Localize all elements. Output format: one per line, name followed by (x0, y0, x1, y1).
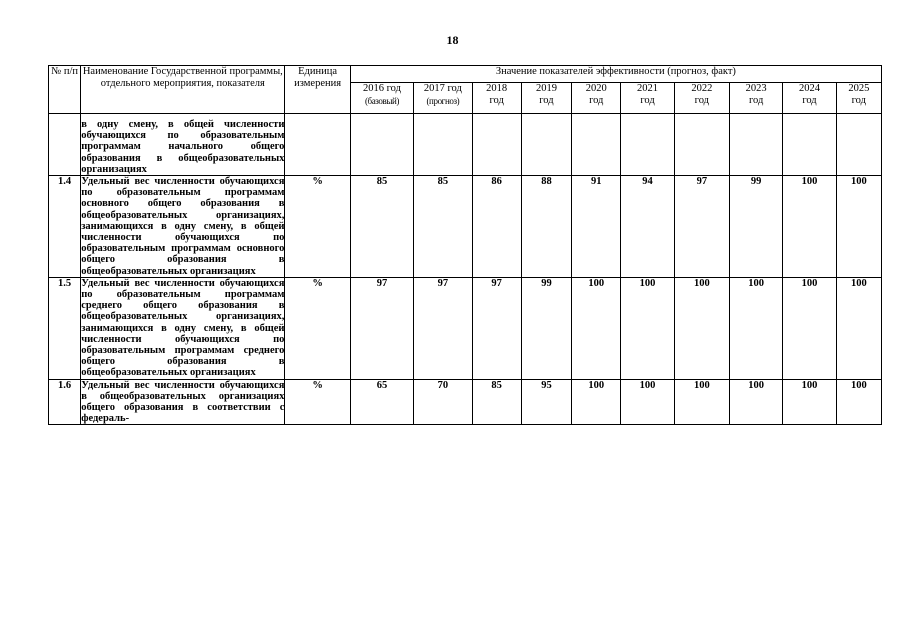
header-year (572, 83, 621, 114)
indicator-value: 100 (783, 379, 836, 425)
indicator-value: 97 (414, 277, 472, 379)
header-year-sub: год (589, 95, 604, 106)
indicator-value: 100 (836, 176, 881, 278)
indicator-unit: % (285, 379, 350, 425)
indicator-value: 99 (730, 176, 783, 278)
indicator-value (783, 114, 836, 176)
table-body (49, 114, 882, 425)
indicator-value: 100 (730, 277, 783, 379)
header-year (836, 83, 881, 114)
header-year-label: 2016 год (363, 83, 401, 94)
indicator-value: 100 (572, 277, 621, 379)
indicator-value: 100 (783, 176, 836, 278)
row-number (49, 114, 81, 176)
indicator-value: 100 (836, 379, 881, 425)
header-year-sub: год (802, 95, 817, 106)
header-values-group: Значение показателей эффективности (прогноз, факт) (350, 66, 881, 83)
header-year-sub: год (489, 95, 504, 106)
indicator-value: 85 (350, 176, 413, 278)
indicator-name: в одну смену, в общей численности обучающихся по образовательным программам начального общего образования в общеобразовательных организациях (81, 114, 285, 176)
header-year-sub: (базовый) (364, 96, 400, 106)
header-year-sub: год (539, 95, 554, 106)
header-year-label: 2022 (691, 83, 713, 94)
header-year (674, 83, 729, 114)
indicator-value: 100 (730, 379, 783, 425)
header-year-label: 2023 (745, 83, 767, 94)
indicator-value: 97 (472, 277, 521, 379)
header-year (350, 83, 413, 114)
indicator-value: 95 (521, 379, 571, 425)
header-year-sub: год (851, 95, 866, 106)
header-year-label: 2017 год (423, 83, 462, 94)
header-name: Наименование Государственной программы, отдельного мероприятия, показателя (81, 66, 285, 114)
header-year (472, 83, 521, 114)
indicator-value (621, 114, 674, 176)
indicator-value: 70 (414, 379, 472, 425)
header-year-sub: (прогноз) (426, 96, 460, 106)
indicator-value: 100 (783, 277, 836, 379)
indicator-unit: % (285, 176, 350, 278)
header-year-label: 2018 (486, 83, 508, 94)
indicator-value: 85 (414, 176, 472, 278)
indicator-value: 100 (572, 379, 621, 425)
indicator-value: 94 (621, 176, 674, 278)
header-year-sub: год (694, 95, 710, 106)
indicators-table (48, 65, 882, 425)
header-year-label: 2024 (798, 83, 820, 94)
header-num: № п/п (49, 66, 81, 114)
indicator-value: 88 (521, 176, 571, 278)
row-number: 1.6 (49, 379, 81, 425)
indicator-name: Удельный вес численности обучающихся по образовательным программам среднего общего образования в общеобразовательных организациях, занимающихся в одну смену, в общей численности обучающихся по образовательным программам среднего общего образования в общеобразовательных организациях (81, 277, 285, 379)
indicator-value: 86 (472, 176, 521, 278)
indicator-value: 65 (350, 379, 413, 425)
indicator-value (414, 114, 472, 176)
indicator-value (350, 114, 413, 176)
header-year-sub: год (749, 95, 764, 106)
indicator-name: Удельный вес численности обучающихся по образовательным программам основного общего образования в общеобразовательных организациях, занимающихся в одну смену, в общей численности обучающихся по образовательным программам основного общего образования в общеобразовательных организациях (81, 176, 285, 277)
indicator-value: 100 (621, 277, 674, 379)
indicator-value: 100 (674, 277, 729, 379)
header-year-label: 2021 (637, 83, 659, 94)
table-row (49, 379, 882, 425)
indicator-value (472, 114, 521, 176)
indicator-value: 97 (350, 277, 413, 379)
indicator-value (521, 114, 571, 176)
page-number: 18 (446, 33, 459, 47)
table-row (49, 176, 882, 278)
header-year (521, 83, 571, 114)
indicator-value: 85 (472, 379, 521, 425)
header-year (621, 83, 674, 114)
indicator-name: Удельный вес численности обучающихся в общеобразовательных организациях общего образования в соответствии с федераль- (81, 379, 285, 425)
header-year-sub: год (640, 95, 655, 106)
indicator-value: 97 (674, 176, 729, 278)
header-year (414, 83, 472, 114)
header-year-label: 2019 (535, 83, 557, 94)
indicator-value: 99 (521, 277, 571, 379)
table-row (49, 277, 882, 379)
indicator-value (730, 114, 783, 176)
row-number: 1.5 (49, 277, 81, 379)
header-year-label: 2025 (848, 83, 870, 94)
indicator-value (836, 114, 881, 176)
indicator-value (572, 114, 621, 176)
indicator-value (674, 114, 729, 176)
header-row-1 (49, 66, 882, 83)
header-unit: Единица измерения (285, 66, 350, 114)
indicator-value: 100 (674, 379, 729, 425)
row-number: 1.4 (49, 176, 81, 278)
indicator-unit (285, 114, 350, 176)
table-row (49, 114, 882, 176)
indicator-value: 100 (621, 379, 674, 425)
indicator-value: 100 (836, 277, 881, 379)
header-year (783, 83, 836, 114)
indicator-value: 91 (572, 176, 621, 278)
indicator-unit: % (285, 277, 350, 379)
header-year (730, 83, 783, 114)
header-year-label: 2020 (585, 83, 607, 94)
